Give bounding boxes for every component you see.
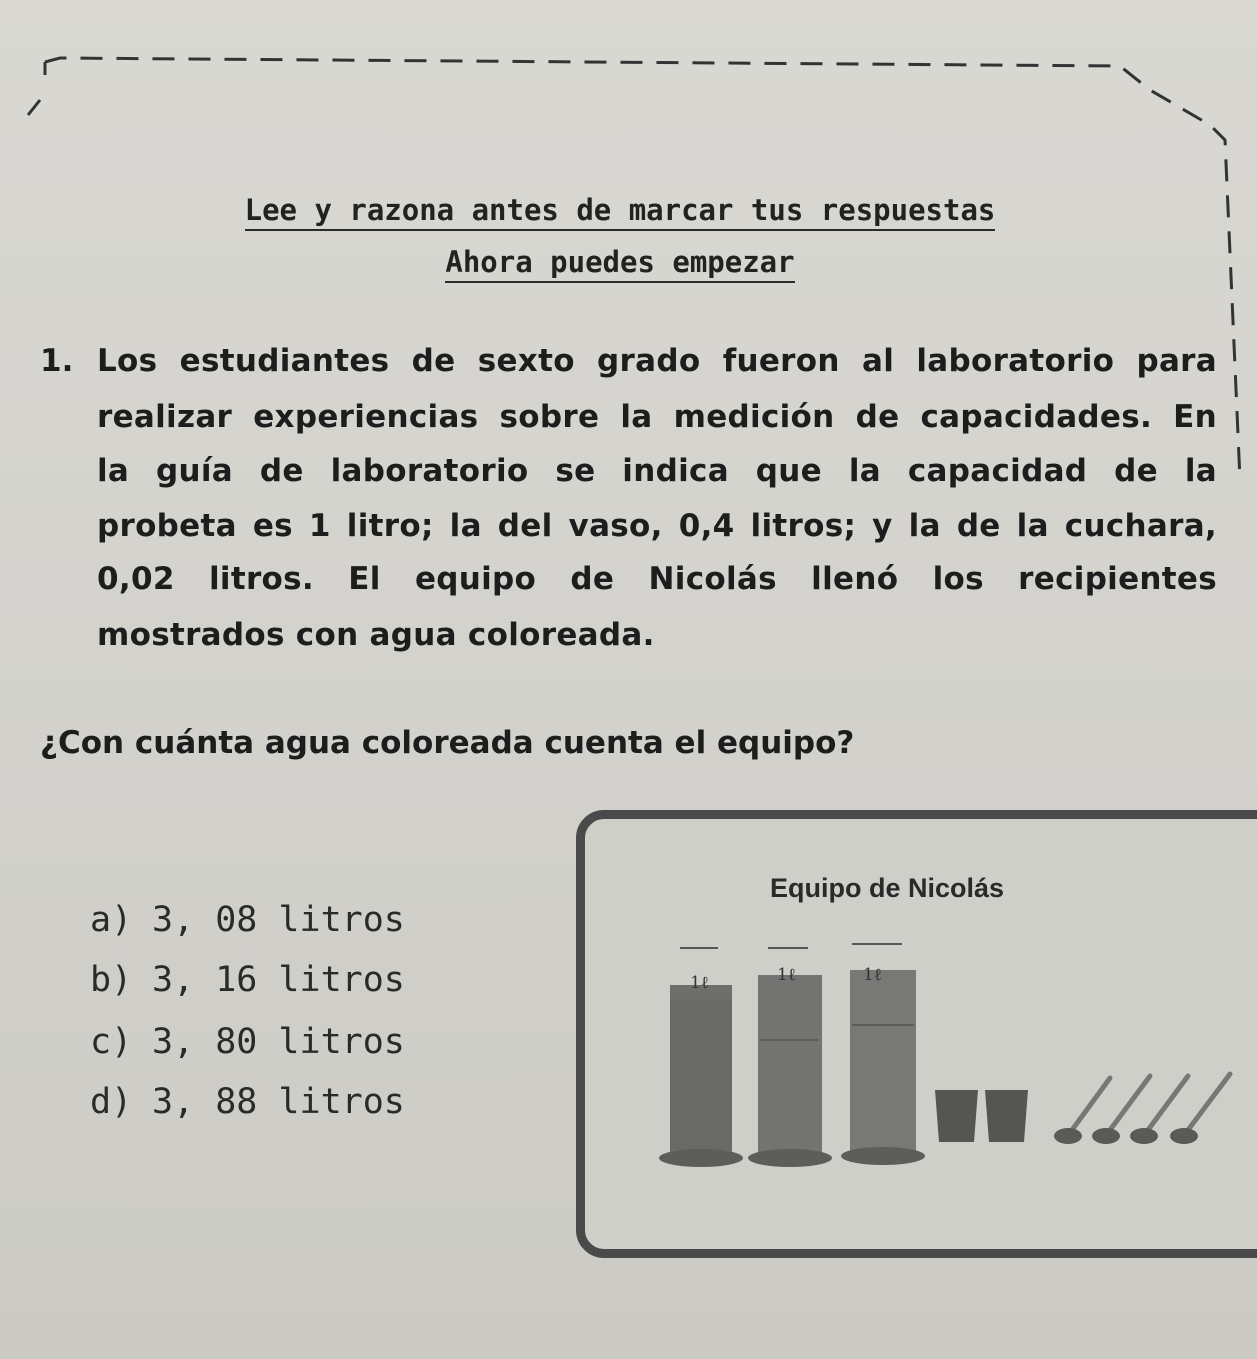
glass-2 — [985, 1090, 1028, 1142]
problem-line-1: Los estudiantes de sexto grado fueron al laboratorio para — [97, 343, 1217, 379]
graduated-cylinder-3 — [841, 944, 925, 1165]
option-d[interactable] — [90, 1082, 405, 1122]
figure-title: Equipo de Nicolás — [770, 873, 1005, 903]
problem-question: ¿Con cuánta agua coloreada cuenta el equipo? — [40, 725, 855, 761]
equipment-illustration — [640, 930, 1240, 1170]
option-text: 3, 88 litros — [152, 1082, 405, 1122]
instruction-read — [190, 193, 1050, 227]
option-text: 3, 08 litros — [152, 900, 405, 940]
problem-line-6: mostrados con agua coloreada. — [97, 617, 655, 653]
problem-number: 1. — [40, 343, 74, 379]
instruction-start — [190, 245, 1050, 279]
problem-line-4: probeta es 1 litro; la del vaso, 0,4 litros; y la de la cuchara, — [97, 508, 1217, 544]
instruction-start-text: Ahora puedes empezar — [445, 245, 794, 283]
option-letter: a) — [90, 900, 133, 940]
problem-line-5: 0,02 litros. El equipo de Nicolás llenó los recipientes — [97, 561, 1217, 597]
option-a[interactable] — [90, 900, 405, 940]
cylinder-3-label: 1ℓ — [863, 965, 882, 985]
graduated-cylinder-1 — [659, 948, 743, 1167]
graduated-cylinder-2 — [748, 948, 832, 1167]
cylinder-1-label: 1ℓ — [690, 973, 709, 993]
problem-line-2: realizar experiencias sobre la medición de capacidades. En — [97, 399, 1217, 435]
instruction-read-text: Lee y razona antes de marcar tus respuestas — [245, 193, 996, 231]
option-letter: b) — [90, 960, 133, 1000]
option-c[interactable] — [90, 1022, 405, 1062]
option-letter: c) — [90, 1022, 133, 1062]
cylinder-2-label: 1ℓ — [777, 965, 796, 985]
option-text: 3, 16 litros — [152, 960, 405, 1000]
problem-line-3: la guía de laboratorio se indica que la capacidad de la — [97, 453, 1217, 489]
glass-1 — [935, 1090, 978, 1142]
option-b[interactable] — [90, 960, 405, 1000]
option-letter: d) — [90, 1082, 133, 1122]
option-text: 3, 80 litros — [152, 1022, 405, 1062]
